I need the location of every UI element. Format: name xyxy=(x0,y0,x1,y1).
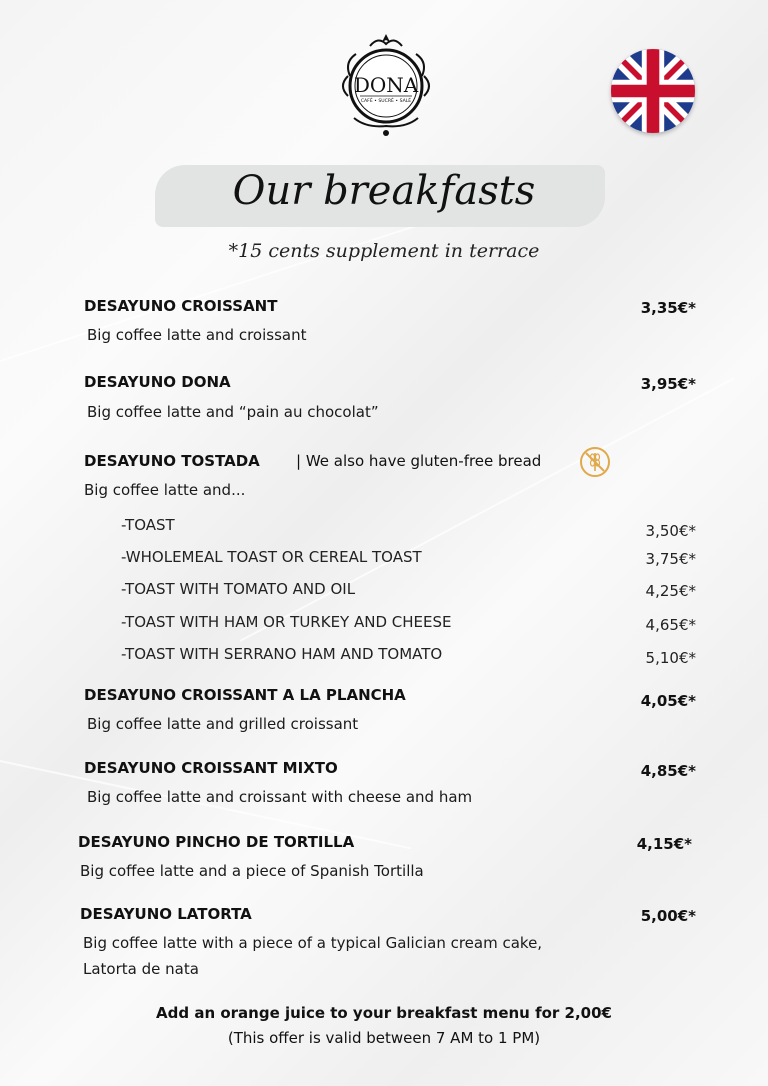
item-price: 4,05€* xyxy=(640,692,696,710)
item-price: 4,85€* xyxy=(640,762,696,780)
item-price: 3,95€* xyxy=(640,375,696,393)
logo-tagline: CAFÉ • SUCRÉ • SALÉ xyxy=(360,99,412,104)
orange-juice-offer: Add an orange juice to your breakfast menu for 2,00€ xyxy=(156,1004,612,1022)
item-name: DESAYUNO PINCHO DE TORTILLA xyxy=(78,833,355,851)
toast-price: 4,65€* xyxy=(645,616,696,634)
item-name: DESAYUNO TOSTADA xyxy=(84,452,260,470)
gluten-free-icon xyxy=(579,446,611,478)
gluten-free-note: | We also have gluten-free bread xyxy=(296,452,542,470)
item-desc: Big coffee latte and... xyxy=(84,481,246,499)
toast-option: -TOAST WITH SERRANO HAM AND TOMATO xyxy=(121,645,443,663)
toast-option: -TOAST xyxy=(121,516,175,534)
toast-option: -TOAST WITH HAM OR TURKEY AND CHEESE xyxy=(121,613,452,631)
toast-price: 3,50€* xyxy=(645,522,696,540)
toast-option: -WHOLEMEAL TOAST OR CEREAL TOAST xyxy=(121,548,422,566)
toast-option: -TOAST WITH TOMATO AND OIL xyxy=(121,580,356,598)
item-desc-line2: Latorta de nata xyxy=(83,960,199,978)
item-name: DESAYUNO DONA xyxy=(84,373,231,391)
item-desc: Big coffee latte and croissant xyxy=(87,326,307,344)
item-desc: Big coffee latte and “pain au chocolat” xyxy=(87,403,379,421)
page-subtitle: *15 cents supplement in terrace xyxy=(228,240,540,262)
item-name: DESAYUNO CROISSANT MIXTO xyxy=(84,759,338,777)
item-desc: Big coffee latte and grilled croissant xyxy=(87,715,359,733)
uk-flag-icon[interactable] xyxy=(611,49,695,133)
toast-price: 3,75€* xyxy=(645,550,696,568)
page-title: Our breakfasts xyxy=(232,168,536,214)
item-desc: Big coffee latte and croissant with cheese and ham xyxy=(87,788,473,806)
offer-validity: (This offer is valid between 7 AM to 1 PM) xyxy=(227,1029,541,1047)
item-name: DESAYUNO LATORTA xyxy=(80,905,252,923)
item-name: DESAYUNO CROISSANT xyxy=(84,297,278,315)
item-desc: Big coffee latte and a piece of Spanish Tortilla xyxy=(80,862,424,880)
dona-logo xyxy=(336,32,436,138)
item-name: DESAYUNO CROISSANT A LA PLANCHA xyxy=(84,686,406,704)
item-price: 5,00€* xyxy=(640,907,696,925)
item-desc: Big coffee latte with a piece of a typical Galician cream cake, xyxy=(83,934,543,952)
item-price: 3,35€* xyxy=(640,299,696,317)
item-price: 4,15€* xyxy=(636,835,692,853)
toast-price: 5,10€* xyxy=(645,649,696,667)
toast-price: 4,25€* xyxy=(645,582,696,600)
logo-name: DONA xyxy=(353,73,419,97)
